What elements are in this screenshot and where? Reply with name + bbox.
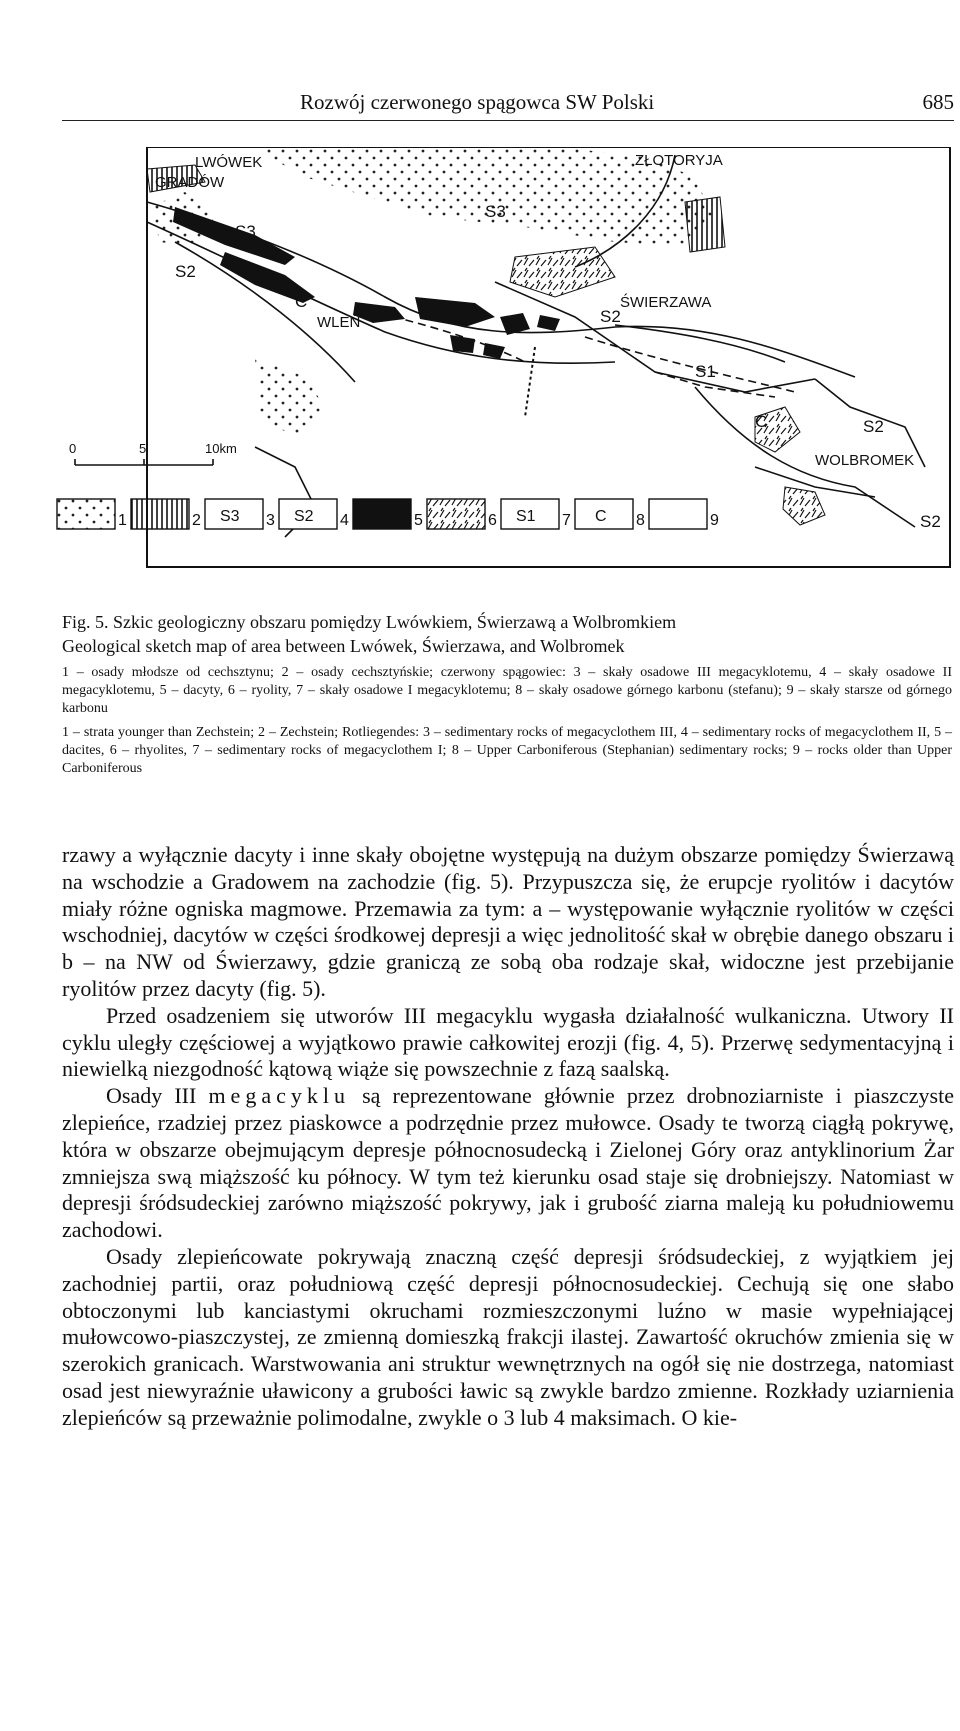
unit-label-s2: S2 (175, 262, 196, 281)
legend-box-6 (427, 499, 485, 529)
legend-box-5 (353, 499, 411, 529)
paragraph-lead: Osady III (106, 1083, 197, 1109)
legend-explanation-english: 1 – strata younger than Zechstein; 2 – Zechstein; Rotliegendes: 3 – sedimentary rocks of megacyclothem III, 4 – sedimentary rocks of megacyclothem II, 5 – dacites, 6 – rhyolites, 7 – sedimentary rocks of megacyclothem I; 8 – Upper Carboniferous (Stephanian) sedimentary rocks; 9 – rocks older than Upper Carboniferous (62, 725, 952, 776)
label-gradow: GRADÓW (155, 174, 225, 191)
unit-label-s2: S2 (600, 307, 621, 326)
paragraph: Osady zlepieńcowate pokrywają znaczną część depresji śródsudeckiej, z wyjątkiem jej zachodniej partii, oraz południową część depresji północnosudeckiej. Cechują się one słabo obtoczonymi lub kanciastymi okruchami rozmieszczonymi luźno w masie wypełniającej mułowcowo-piaszczystej, ze zmienną domieszką frakcji ilastej. Zawartość okruchów zmienia się w szerokich granicach. Warstwowania ani struktur wewnętrznych na ogół się nie dostrzega, natomiast osad jest niewyraźnie uławicony a grubości ławic są zwykle bardzo zmienne. Rozkłady uziarnienia zlepieńców są przeważnie polimodalne, zwykle o 3 lub 4 maksimach. O kie- (62, 1243, 954, 1430)
page-number: 685 (922, 90, 954, 114)
unit-label-s1: S1 (695, 362, 716, 381)
fault-line (525, 347, 535, 417)
legend-box-9 (649, 499, 707, 529)
paragraph: rzawy a wyłącznie dacyty i inne skały obojętne występują na dużym obszarze pomiędzy Świerzawą na wschodzie a Gradowem na zachodzie (fig. 5). Przypuszcza się, że erupcje ryolitów i dacytów miały różne ogniska magmowe. Przemawia za tym: a – występowanie wyłącznie ryolitów w części wschodniej, dacytów w części środkowej depresji a więc jednolitość skał w obrębie danego obszaru i b – na NW od Świerzawy, gdzie graniczą ze sobą oba rodzaje skał, widoczne jest przebijanie ryolitów przez dacyty (fig. 5). (62, 842, 954, 1001)
younger-strata-area-south (255, 357, 325, 437)
rhyolite-body-southeast (783, 487, 825, 525)
paragraph: Przed osadzeniem się utworów III megacyklu wygasła działalność wulkaniczna. Utwory II cyklu uległy częściowej a wyjątkowo prawie całkowitej erozji (fig. 4, 5). Przerwę sedymentacyjną i niewielką niezgodność kątową wiąże się powszechnie z fazą saalską. (62, 1002, 954, 1082)
dacite-bodies (173, 207, 560, 359)
map-legend (57, 499, 719, 529)
unit-label-s2: S2 (920, 512, 941, 531)
legend-box-label: S3 (220, 508, 240, 525)
legend-number: 1 (118, 512, 127, 529)
legend-box-label: S1 (516, 508, 536, 525)
body-text (62, 842, 954, 1432)
legend-number: 7 (562, 512, 571, 529)
legend-number: 2 (192, 512, 201, 529)
label-zlotoryja: ZŁOTORYJA (635, 152, 723, 169)
page-header (62, 84, 954, 121)
label-swierzawa: ŚWIERZAWA (620, 294, 712, 311)
label-lwowek: LWÓWEK (195, 154, 263, 171)
unit-label-s3: S3 (485, 202, 506, 221)
label-wlen: WLEŃ (317, 314, 361, 331)
zechstein-area-east (685, 197, 725, 252)
scale-bar (69, 441, 237, 465)
legend-box-2 (131, 499, 189, 529)
unit-label-c: C (295, 292, 308, 311)
paragraph-rest: są reprezentowane głównie przez drobnoziarniste i piaszczyste zlepieńce, rzadziej przez piaskowce a podrzędnie przez mułowce. Osady te tworzą ciągłą pokrywę, która w obszarze obejmującym depresje północnosudecką i Zielonej Góry oraz antyklinorium Żar zmniejsza swą miąższość ku północy. W tym też kierunku osad staje się drobniejszy. Natomiast w depresji śródsudeckiej zarówno miąższość pokrywy, jak i grubość ziarna maleją ku południowemu zachodowi. (62, 1083, 954, 1243)
unit-label-s2: S2 (863, 417, 884, 436)
scale-label-10km: 10km (205, 441, 237, 456)
legend-number: 9 (710, 512, 719, 529)
figure-captions (62, 610, 952, 778)
running-title: Rozwój czerwonego spągowca SW Polski (300, 90, 655, 114)
paragraph (62, 1083, 954, 1244)
label-wolbromek: WOLBROMEK (815, 452, 915, 469)
unit-label-s3: S3 (235, 222, 256, 241)
unit-label-c: C (755, 412, 768, 431)
legend-box-label: S2 (294, 508, 314, 525)
rhyolite-body-north (510, 247, 615, 297)
legend-number: 4 (340, 512, 349, 529)
legend-number: 6 (488, 512, 497, 529)
legend-number: 8 (636, 512, 645, 529)
legend-box-label: C (595, 508, 607, 525)
scale-label-5: 5 (139, 441, 147, 456)
geological-sketch-map (55, 147, 955, 597)
figure-caption-polish: Fig. 5. Szkic geologiczny obszaru pomiędzy Lwówkiem, Świerzawą a Wolbromkiem (62, 612, 677, 632)
spaced-term: megacyklu (208, 1083, 350, 1109)
legend-number: 5 (414, 512, 423, 529)
legend-box-1 (57, 499, 115, 529)
scale-label-0: 0 (69, 441, 77, 456)
figure-caption-english: Geological sketch map of area between Lwówek, Świerzawa, and Wolbromek (62, 636, 625, 656)
legend-number: 3 (266, 512, 275, 529)
legend-explanation-polish: 1 – osady młodsze od cechsztynu; 2 – osady cechsztyńskie; czerwony spągowiec: 3 – skały osadowe III megacyklotemu, 4 – skały osadowe II megacyklotemu, 5 – dacyty, 6 – ryolity, 7 – skały osadowe I megacyklotemu; 8 – skały osadowe górnego karbonu (stefanu); 9 – skały starsze od górnego karbonu (62, 665, 952, 716)
